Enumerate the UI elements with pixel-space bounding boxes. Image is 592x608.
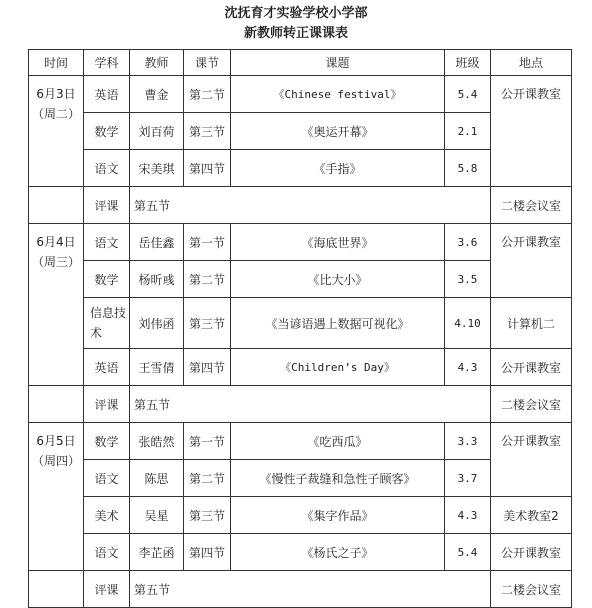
header-place: 地点	[491, 50, 572, 76]
period-cell: 第五节	[130, 187, 491, 224]
header-row	[29, 50, 572, 76]
subject-cell: 数学	[84, 261, 130, 298]
day-cell	[29, 423, 84, 571]
class-cell: 4.3	[445, 349, 491, 386]
topic-cell: 《海底世界》	[231, 224, 445, 261]
table-row	[29, 113, 572, 150]
day-cell	[29, 224, 84, 386]
period-cell: 第四节	[184, 534, 231, 571]
subject-cell: 数学	[84, 113, 130, 150]
school-title: 沈抚育才实验学校小学部	[224, 6, 368, 21]
period-cell: 第三节	[184, 298, 231, 349]
header-topic: 课题	[231, 50, 445, 76]
teacher-cell: 曹金	[130, 76, 184, 113]
teacher-cell: 张皓然	[130, 423, 184, 460]
teacher-cell: 陈思	[130, 460, 184, 497]
place-cell: 二楼会议室	[491, 386, 572, 423]
place-cell: 计算机二	[491, 298, 572, 349]
subject-cell: 英语	[84, 76, 130, 113]
day-date: 6月5日	[36, 434, 76, 448]
class-cell: 5.8	[445, 150, 491, 187]
day-date: 6月4日	[36, 235, 76, 249]
class-cell: 3.7	[445, 460, 491, 497]
place-cell: 二楼会议室	[491, 571, 572, 608]
place-cell: 二楼会议室	[491, 187, 572, 224]
review-row	[29, 571, 572, 608]
subject-cell: 评课	[84, 187, 130, 224]
period-cell: 第二节	[184, 76, 231, 113]
topic-cell: 《比大小》	[231, 261, 445, 298]
subject-cell: 数学	[84, 423, 130, 460]
table-row	[29, 534, 572, 571]
place-cell: 公开课教室	[491, 76, 572, 187]
place-cell: 美术教室2	[491, 497, 572, 534]
topic-cell: 《集字作品》	[231, 497, 445, 534]
period-cell: 第一节	[184, 224, 231, 261]
class-cell: 4.3	[445, 497, 491, 534]
header-teacher: 教师	[130, 50, 184, 76]
period-cell: 第一节	[184, 423, 231, 460]
place-cell: 公开课教室	[491, 349, 572, 386]
class-cell: 3.5	[445, 261, 491, 298]
table-row	[29, 261, 572, 298]
schedule-table	[28, 49, 572, 608]
period-cell: 第二节	[184, 460, 231, 497]
subject-cell: 语文	[84, 224, 130, 261]
period-cell: 第四节	[184, 349, 231, 386]
table-row	[29, 349, 572, 386]
place-cell: 公开课教室	[491, 423, 572, 497]
table-row	[29, 298, 572, 349]
period-cell: 第二节	[184, 261, 231, 298]
schedule-title: 新教师转正课课表	[243, 26, 348, 41]
topic-cell: 《当谚语遇上数据可视化》	[231, 298, 445, 349]
place-cell: 公开课教室	[491, 224, 572, 298]
subject-cell: 语文	[84, 150, 130, 187]
teacher-cell: 刘伟函	[130, 298, 184, 349]
table-row	[29, 497, 572, 534]
teacher-cell: 吴星	[130, 497, 184, 534]
header-subject: 学科	[84, 50, 130, 76]
table-row	[29, 76, 572, 113]
day-date: 6月3日	[36, 87, 76, 101]
teacher-cell: 王雪倩	[130, 349, 184, 386]
topic-cell: 《Children’s Day》	[231, 349, 445, 386]
topic-cell: 《杨氏之子》	[231, 534, 445, 571]
subject-cell: 英语	[84, 349, 130, 386]
subject-cell: 美术	[84, 497, 130, 534]
teacher-cell: 杨昕彧	[130, 261, 184, 298]
topic-cell: 《奥运开幕》	[231, 113, 445, 150]
header-period: 课节	[184, 50, 231, 76]
header-time: 时间	[29, 50, 84, 76]
subject-cell: 语文	[84, 534, 130, 571]
period-cell: 第五节	[130, 386, 491, 423]
table-row	[29, 423, 572, 460]
subject-cell: 评课	[84, 386, 130, 423]
topic-cell: 《吃西瓜》	[231, 423, 445, 460]
period-cell: 第五节	[130, 571, 491, 608]
table-row	[29, 150, 572, 187]
class-cell: 3.6	[445, 224, 491, 261]
day-weekday: （周二）	[31, 107, 80, 121]
period-cell: 第三节	[184, 497, 231, 534]
class-cell: 5.4	[445, 76, 491, 113]
place-cell: 公开课教室	[491, 534, 572, 571]
subject-cell: 语文	[84, 460, 130, 497]
review-row	[29, 386, 572, 423]
topic-cell: 《慢性子裁缝和急性子顾客》	[231, 460, 445, 497]
period-cell: 第三节	[184, 113, 231, 150]
teacher-cell: 宋美琪	[130, 150, 184, 187]
teacher-cell: 李芷函	[130, 534, 184, 571]
class-cell: 5.4	[445, 534, 491, 571]
class-cell: 2.1	[445, 113, 491, 150]
header-class: 班级	[445, 50, 491, 76]
subject-cell: 信息技术	[84, 298, 130, 349]
teacher-cell: 刘百荷	[130, 113, 184, 150]
topic-cell: 《Chinese festival》	[231, 76, 445, 113]
class-cell: 4.10	[445, 298, 491, 349]
subject-cell: 评课	[84, 571, 130, 608]
topic-cell: 《手指》	[231, 150, 445, 187]
day-cell	[29, 76, 84, 187]
day-weekday: （周四）	[31, 454, 80, 468]
teacher-cell: 岳佳鑫	[130, 224, 184, 261]
table-row	[29, 224, 572, 261]
period-cell: 第四节	[184, 150, 231, 187]
day-weekday: （周三）	[31, 255, 80, 269]
class-cell: 3.3	[445, 423, 491, 460]
table-row	[29, 460, 572, 497]
review-row	[29, 187, 572, 224]
